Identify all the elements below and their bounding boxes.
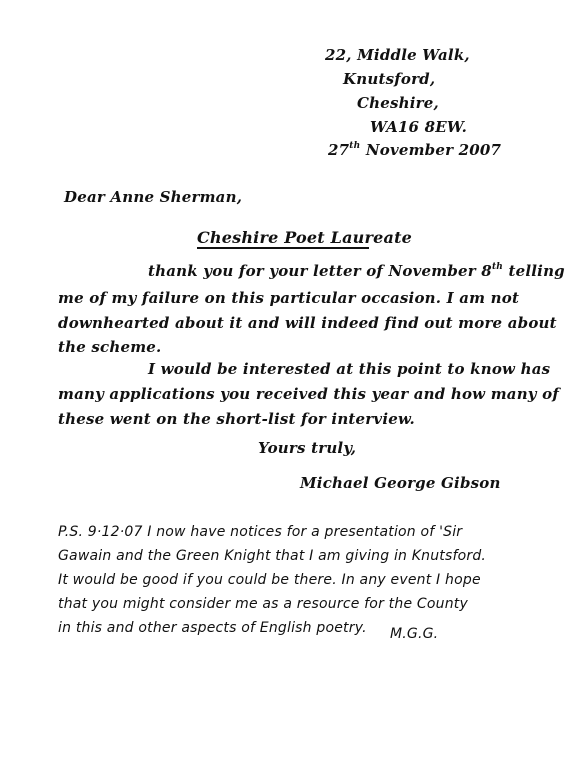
address-line-2: Knutsford, xyxy=(343,70,436,88)
body-line-1-end: telling xyxy=(508,262,565,280)
date-day: 27 xyxy=(328,141,350,159)
body-line-6: many applications you received this year and how many of xyxy=(58,385,559,403)
date-rest: November 2007 xyxy=(365,141,502,159)
body-line-3: downhearted about it and will indeed find out more about xyxy=(58,314,557,332)
address-line-3: Cheshire, xyxy=(357,94,439,112)
letter-date xyxy=(328,141,501,159)
body-line-1 xyxy=(148,262,565,280)
postscript-line-5: in this and other aspects of English poetry. xyxy=(58,620,367,636)
signature: Michael George Gibson xyxy=(300,474,501,492)
body-line-5: I would be interested at this point to know has xyxy=(148,360,551,378)
subject-heading: Cheshire Poet Laureate xyxy=(197,228,413,247)
postscript-line-3: It would be good if you could be there. In any event I hope xyxy=(58,572,481,588)
subject-underline xyxy=(197,247,369,249)
address-line-4: WA16 8EW. xyxy=(370,118,468,136)
address-line-1: 22, Middle Walk, xyxy=(325,46,470,64)
closing: Yours truly, xyxy=(258,439,357,457)
body-line-1-text: thank you for your letter of November 8 xyxy=(148,262,492,280)
postscript-line-4: that you might consider me as a resource for the County xyxy=(58,596,468,612)
postscript-initials: M.G.G. xyxy=(390,626,439,642)
body-line-1-sup: th xyxy=(491,262,504,272)
body-line-7: these went on the short-list for interview. xyxy=(58,410,415,428)
body-line-4: the scheme. xyxy=(58,338,162,356)
postscript-line-2: Gawain and the Green Knight that I am giving in Knutsford. xyxy=(58,548,487,564)
body-line-2: me of my failure on this particular occasion. I am not xyxy=(58,289,520,307)
salutation: Dear Anne Sherman, xyxy=(64,188,243,206)
postscript-line-1: P.S. 9·12·07 I now have notices for a presentation of 'Sir xyxy=(58,524,463,540)
date-suffix: th xyxy=(349,141,361,151)
